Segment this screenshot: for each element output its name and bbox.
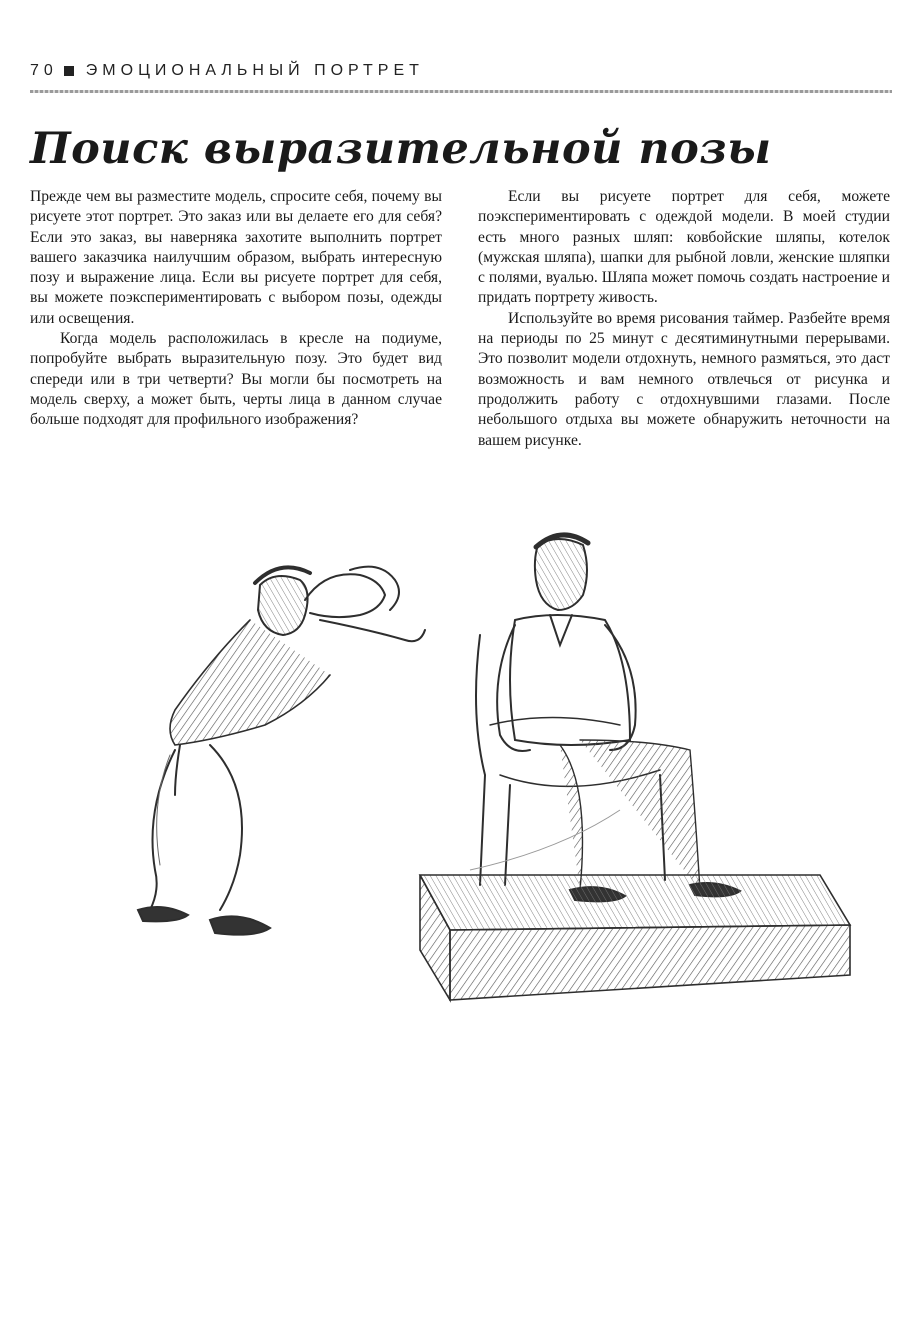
podium [420,810,850,1000]
left-column [30,187,442,431]
running-head [30,62,424,80]
paragraph: Если вы рисуете портрет для себя, можете поэкспериментировать с одеждой модели. В моей студии есть много разных шляп: ковбойские шляпы, котелок (мужская шляпа), шапки для рыбной ловли, женские шляпки с полями, вуалью. Шляпа может помочь создать настроение и придать портрету живость. [478,188,890,307]
section-title: ЭМОЦИОНАЛЬНЫЙ ПОРТРЕТ [85,62,424,79]
artist-figure [138,567,425,935]
paragraph: Прежде чем вы разместите модель, спросите себя, почему вы рисуете этот портрет. Это заказ или вы делаете его для себя? Если это заказ, вы наверняка захотите выполнить портрет вашего заказчика наилучшим образом, выбрать интересную позу и выражение лица. Если вы рисуете портрет для себя, вы можете поэкспериментировать с выбором позы, одежды или освещения. [30,188,442,327]
paragraph: Когда модель расположилась в кресле на подиуме, попробуйте выбрать выразительную позу. Это будет вид спереди или в три четверти? Вы могли бы посмотреть на модель сверху, а может быть, черты лица в данном случае больше подходят для профильного изображения? [30,330,442,429]
header-rule [30,90,892,93]
page-number: 70 [30,62,58,79]
paragraph: Используйте во время рисования таймер. Разбейте время на периоды по 25 минут с десятиминутными перерывами. Это позволит модели отдохнуть, немного размяться, это даст возможность и вам немного отвлечься от рисунка и продолжить работу с отдохнувшими глазами. После небольшого отдыха вы можете обнаружить неточности на вашем рисунке. [478,309,890,449]
pencil-sketch-illustration [60,525,890,1005]
page-title: Поиск выразительной позы [30,124,772,174]
separator-square-icon [64,66,74,76]
right-column [478,187,890,451]
model-figure [476,535,740,901]
